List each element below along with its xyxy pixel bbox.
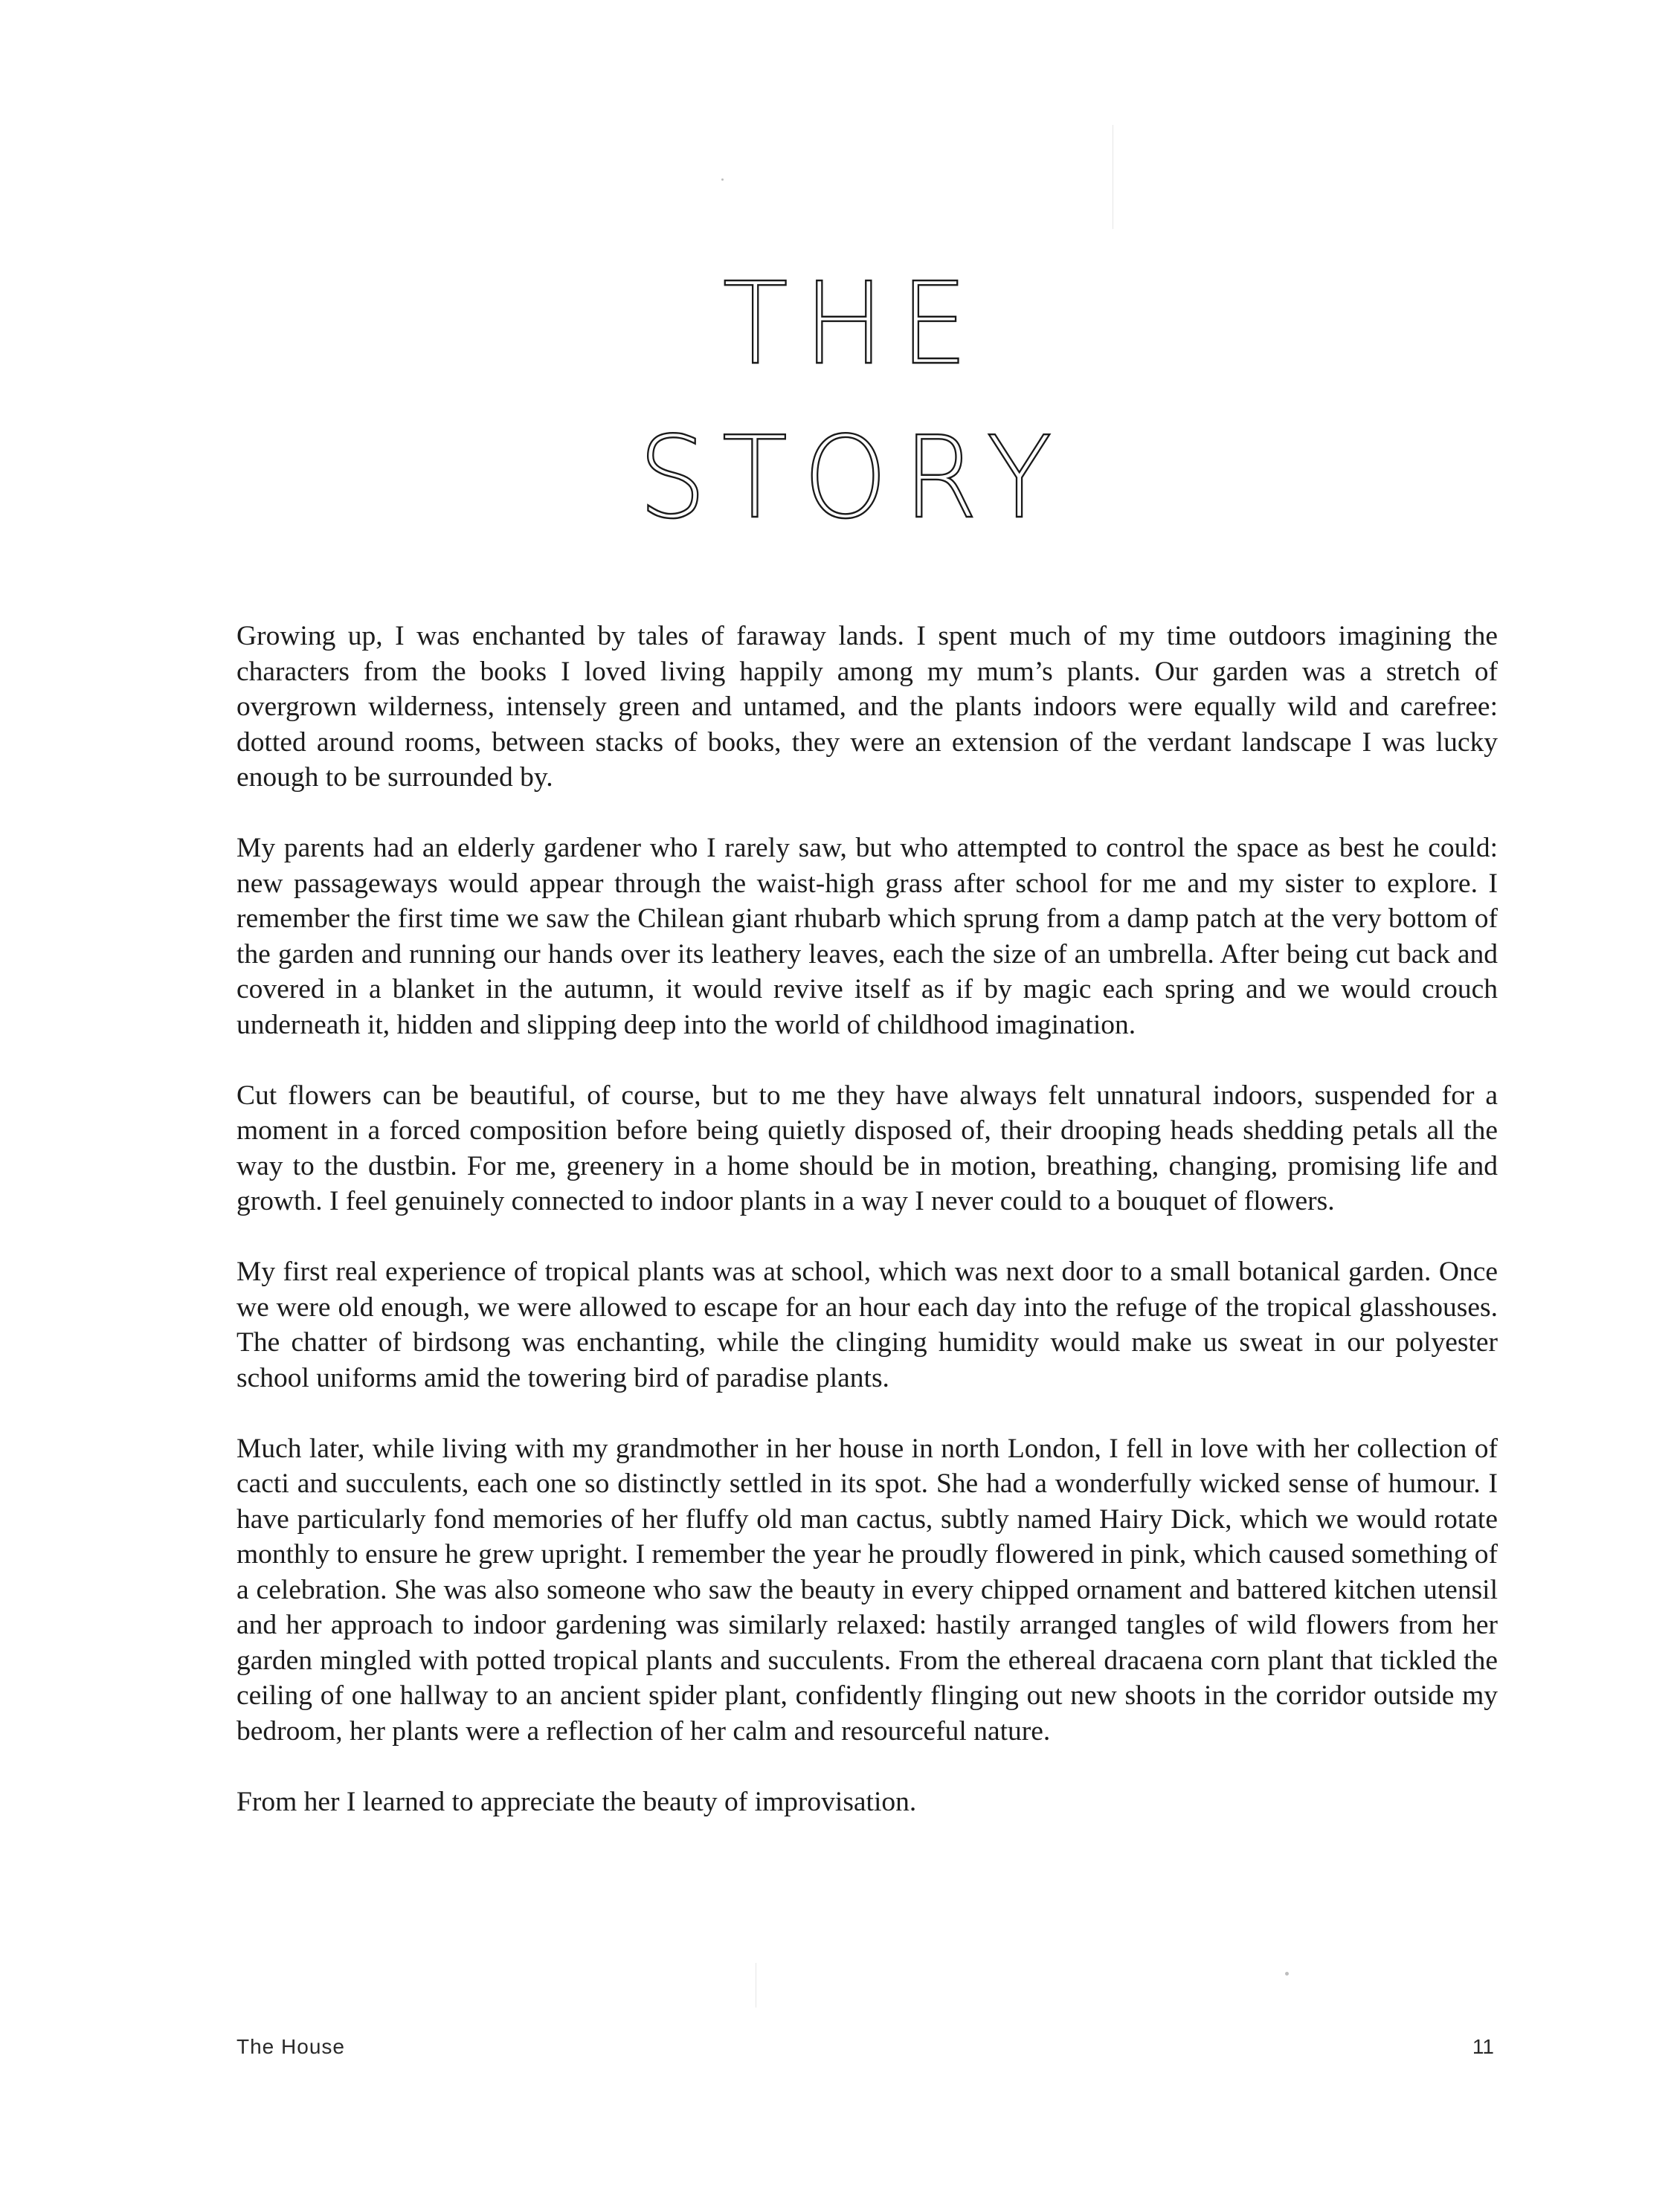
- page-number: 11: [1472, 2035, 1494, 2058]
- scan-speck: [1285, 1972, 1289, 1976]
- paragraph-2: My parents had an elderly gardener who I rarely saw, but who attempted to control the space as best he could: new passageways would appear through the waist-high grass after school for me and my sister to explore. I remember the first time we saw the Chilean giant rhubarb which sprung from a damp patch at the very bottom of the garden and running our hands over its leathery leaves, each the size of an umbrella. After being cut back and covered in a blanket in the autumn, it would revive itself as if by magic each spring and we would crouch underneath it, hidden and slipping deep into the world of childhood imagination.: [236, 833, 1498, 1040]
- paragraph-5: Much later, while living with my grandmother in her house in north London, I fell in love with her collection of cacti and succulents, each one so distinctly settled in its spot. She had a wonderfully wicked sense of humour. I have particularly fond memories of her fluffy old man cactus, subtly named Hairy Dick, which we would rotate monthly to ensure he grew upright. I remember the year he proudly flowered in pink, which caused something of a celebration. She was also someone who saw the beauty in every chipped ornament and battered kitchen utensil and her approach to indoor gardening was similarly relaxed: hastily arranged tangles of wild flowers from her garden mingled with potted tropical plants and succulents. From the ethereal dracaena corn plant that tickled the ceiling of one hallway to an ancient spider plant, confidently flinging out new shoots in the corridor outside my bedroom, her plants were a reflection of her calm and resourceful nature.: [236, 1433, 1498, 1747]
- paragraph-6: From her I learned to appreciate the beauty of improvisation.: [236, 1786, 917, 1817]
- body-text: [236, 619, 1498, 1819]
- running-footer-section: The House: [236, 2035, 345, 2058]
- paragraph-3: Cut flowers can be beautiful, of course, but to me they have always felt unnatural indoors, suspended for a moment in a forced composition before being quietly disposed of, their drooping heads shedding petals all the way to the dustbin. For me, greenery in a home should be in motion, breathing, changing, promising life and growth. I feel genuinely connected to indoor plants in a way I never could to a bouquet of flowers.: [236, 1080, 1498, 1216]
- page-title-line-2: [42, 412, 1648, 544]
- paragraph-4: My first real experience of tropical plants was at school, which was next door to a small botanical garden. Once we were old enough, we were allowed to escape for an hour each day into the refuge of the tropical glasshouses. The chatter of birdsong was enchanting, while the clinging humidity would make us sweat in our polyester school uniforms amid the towering bird of paradise plants.: [236, 1257, 1498, 1393]
- paragraph-1: Growing up, I was enchanted by tales of faraway lands. I spent much of my time outdoors imagining the characters from the books I loved living happily among my mum’s plants. Our garden was a stretch of overgrown wilderness, intensely green and untamed, and the plants indoors were equally wild and carefree: dotted around rooms, between stacks of books, they were an extension of the verdant landscape I was lucky enough to be surrounded by.: [236, 621, 1498, 793]
- page-title-word-1: THE: [722, 258, 984, 390]
- scan-speck: [721, 178, 724, 181]
- page-title-line-1: [42, 258, 1648, 390]
- page-title-word-2: STORY: [638, 412, 1068, 544]
